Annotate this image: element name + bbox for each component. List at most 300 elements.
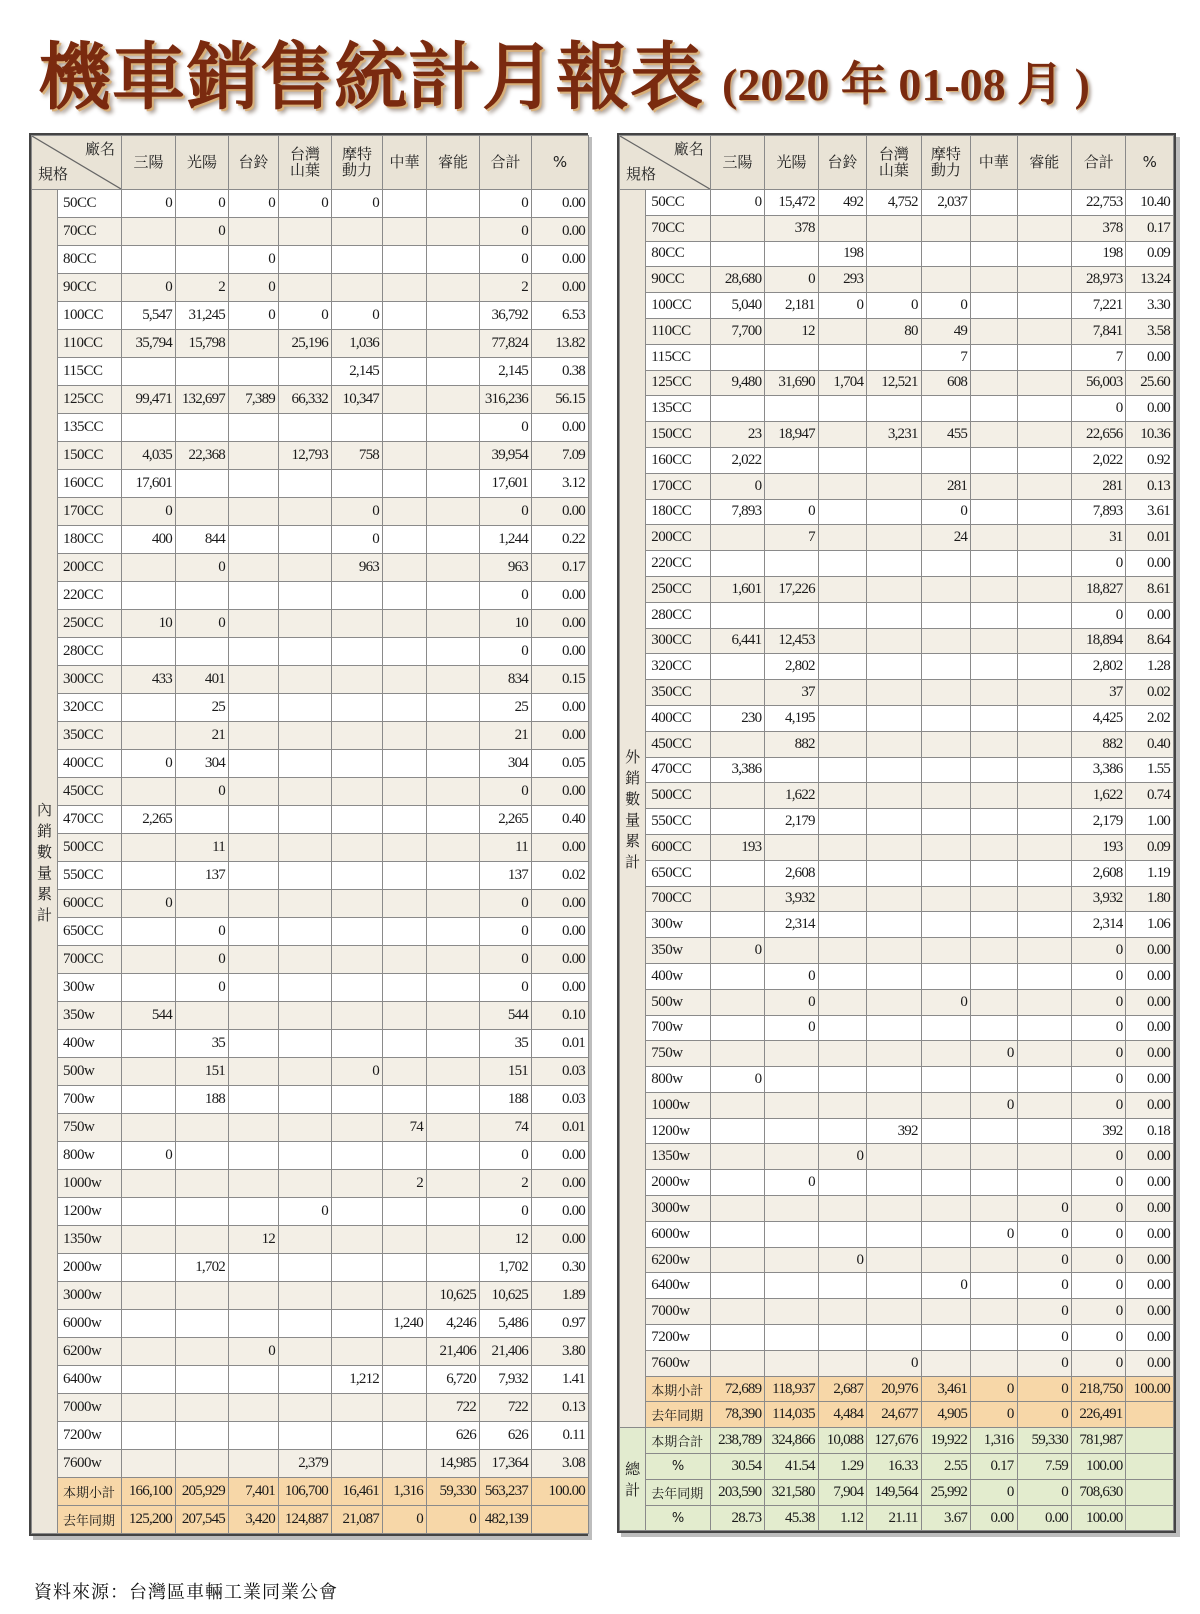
value-cell (867, 1221, 921, 1247)
spec-cell: 70CC (58, 218, 122, 246)
value-cell: 0 (1072, 1041, 1126, 1067)
value-cell: 30.54 (710, 1454, 764, 1480)
value-cell (867, 551, 921, 577)
value-cell: 0 (229, 274, 279, 302)
value-cell: 0 (480, 890, 532, 918)
value-cell (279, 666, 332, 694)
value-cell (383, 862, 427, 890)
value-cell (818, 473, 866, 499)
value-cell (971, 241, 1017, 267)
spec-cell: 6000w (646, 1221, 711, 1247)
value-cell (765, 551, 818, 577)
value-cell (710, 1170, 764, 1196)
value-cell: 12,521 (867, 370, 921, 396)
value-cell: 1.89 (532, 1282, 589, 1310)
value-cell (921, 1170, 970, 1196)
export-section-label-text (620, 746, 645, 872)
spec-cell: 去年同期 (646, 1402, 711, 1428)
value-cell (710, 602, 764, 628)
value-cell: 35,794 (122, 330, 176, 358)
column-header: 三陽 (122, 136, 176, 190)
value-cell (765, 396, 818, 422)
value-cell (818, 628, 866, 654)
value-cell (332, 1450, 383, 1478)
value-cell: 0 (971, 1376, 1017, 1402)
value-cell (229, 834, 279, 862)
value-cell: 0 (818, 293, 866, 319)
value-cell: 56.15 (532, 386, 589, 414)
value-cell: 3.30 (1126, 293, 1174, 319)
table-row (620, 731, 1174, 757)
table-row (620, 293, 1174, 319)
value-cell: 0.40 (532, 806, 589, 834)
value-cell (532, 1506, 589, 1534)
value-cell (122, 638, 176, 666)
spec-cell: 6400w (646, 1273, 711, 1299)
value-cell (971, 680, 1017, 706)
value-cell (229, 1030, 279, 1058)
value-cell: 0.00 (1126, 989, 1174, 1015)
value-cell: 21 (176, 722, 229, 750)
table-row (32, 302, 589, 330)
value-cell (710, 1299, 764, 1325)
spec-cell: 7000w (646, 1299, 711, 1325)
value-cell (176, 638, 229, 666)
section-label-char: 銷 (625, 768, 641, 787)
table-row (32, 1310, 589, 1338)
value-cell: 24 (921, 525, 970, 551)
value-cell: 1,704 (818, 370, 866, 396)
value-cell (1017, 473, 1071, 499)
value-cell (921, 809, 970, 835)
value-cell: 1,036 (332, 330, 383, 358)
value-cell: 0.92 (1126, 447, 1174, 473)
value-cell: 193 (1072, 834, 1126, 860)
grand-total-row (620, 1454, 1174, 1480)
value-cell (427, 946, 480, 974)
value-cell: 0 (122, 498, 176, 526)
value-cell: 321,580 (765, 1479, 818, 1505)
value-cell (332, 862, 383, 890)
value-cell (122, 554, 176, 582)
value-cell (279, 1310, 332, 1338)
value-cell: 132,697 (176, 386, 229, 414)
value-cell (971, 628, 1017, 654)
value-cell: 0.09 (1126, 834, 1174, 860)
value-cell (229, 806, 279, 834)
value-cell: 1,212 (332, 1366, 383, 1394)
value-cell (921, 1196, 970, 1222)
value-cell: 626 (480, 1422, 532, 1450)
value-cell: 0 (1072, 1299, 1126, 1325)
value-cell: 0 (971, 1092, 1017, 1118)
value-cell: 7,401 (229, 1478, 279, 1506)
value-cell: 0.00 (532, 694, 589, 722)
value-cell (383, 386, 427, 414)
value-cell (710, 396, 764, 422)
value-cell (383, 890, 427, 918)
spec-cell: 1350w (58, 1226, 122, 1254)
data-source-note: 資料來源：台灣區車輛工業同業公會 (34, 1582, 338, 1603)
domestic-sales-panel (29, 133, 588, 1536)
value-cell (279, 1366, 332, 1394)
value-cell (427, 1030, 480, 1058)
value-cell (427, 246, 480, 274)
value-cell: 35 (176, 1030, 229, 1058)
value-cell (710, 1247, 764, 1273)
value-cell: 31,690 (765, 370, 818, 396)
value-cell (279, 1058, 332, 1086)
spec-cell: 400CC (646, 705, 711, 731)
table-row (32, 526, 589, 554)
value-cell (818, 1015, 866, 1041)
value-cell (867, 602, 921, 628)
value-cell (818, 422, 866, 448)
value-cell (332, 218, 383, 246)
value-cell (427, 1198, 480, 1226)
value-cell (971, 396, 1017, 422)
value-cell (176, 414, 229, 442)
value-cell: 203,590 (710, 1479, 764, 1505)
value-cell (383, 750, 427, 778)
value-cell (1017, 396, 1071, 422)
value-cell: 6,441 (710, 628, 764, 654)
value-cell: 0 (279, 1198, 332, 1226)
value-cell: 0 (921, 989, 970, 1015)
spec-cell: 220CC (646, 551, 711, 577)
value-cell (279, 414, 332, 442)
value-cell: 0 (1017, 1196, 1071, 1222)
value-cell (383, 666, 427, 694)
table-row (32, 1338, 589, 1366)
value-cell (176, 890, 229, 918)
value-cell (383, 1394, 427, 1422)
value-cell (867, 447, 921, 473)
value-cell: 882 (1072, 731, 1126, 757)
grand-total-row (620, 1428, 1174, 1454)
value-cell (279, 1002, 332, 1030)
value-cell (383, 1254, 427, 1282)
value-cell (229, 442, 279, 470)
value-cell (229, 358, 279, 386)
value-cell: 0 (480, 498, 532, 526)
value-cell: 0 (122, 274, 176, 302)
table-row (32, 834, 589, 862)
spec-cell: 150CC (58, 442, 122, 470)
spec-cell: 170CC (58, 498, 122, 526)
table-row (32, 722, 589, 750)
value-cell: 3,231 (867, 422, 921, 448)
value-cell (818, 1221, 866, 1247)
value-cell (867, 809, 921, 835)
value-cell (710, 731, 764, 757)
corner-label-maker: 廠名 (673, 140, 704, 158)
value-cell (427, 918, 480, 946)
last-year-row (620, 1402, 1174, 1428)
value-cell (176, 358, 229, 386)
value-cell (1017, 241, 1071, 267)
value-cell (1017, 1067, 1071, 1093)
spec-cell: 300w (58, 974, 122, 1002)
value-cell: 10,347 (332, 386, 383, 414)
value-cell: 0.00 (532, 638, 589, 666)
table-row (32, 1422, 589, 1450)
section-label-char: 計 (36, 905, 52, 924)
value-cell: 16.33 (867, 1454, 921, 1480)
value-cell: 0.03 (532, 1086, 589, 1114)
value-cell: 2.02 (1126, 705, 1174, 731)
value-cell (971, 1144, 1017, 1170)
value-cell (229, 890, 279, 918)
value-cell (229, 946, 279, 974)
section-label-char: 計 (625, 852, 641, 871)
value-cell (765, 1118, 818, 1144)
value-cell: 0 (1072, 938, 1126, 964)
spec-cell: 550CC (646, 809, 711, 835)
value-cell (229, 1142, 279, 1170)
value-cell (921, 1325, 970, 1351)
spec-cell: 450CC (646, 731, 711, 757)
value-cell: 1.19 (1126, 860, 1174, 886)
value-cell: 10,625 (427, 1282, 480, 1310)
spec-cell: 350w (646, 938, 711, 964)
value-cell (1017, 318, 1071, 344)
value-cell: 0.00 (532, 190, 589, 218)
value-cell (176, 1394, 229, 1422)
table-row (32, 1254, 589, 1282)
table-row (620, 938, 1174, 964)
value-cell: 0 (710, 938, 764, 964)
value-cell (383, 778, 427, 806)
value-cell: 0.00 (532, 582, 589, 610)
value-cell (971, 783, 1017, 809)
value-cell (383, 1450, 427, 1478)
value-cell: 2 (383, 1170, 427, 1198)
table-row (32, 1030, 589, 1058)
value-cell: 22,368 (176, 442, 229, 470)
value-cell (1017, 1015, 1071, 1041)
value-cell (383, 526, 427, 554)
table-row (32, 890, 589, 918)
value-cell (710, 1273, 764, 1299)
value-cell (427, 190, 480, 218)
value-cell (383, 1282, 427, 1310)
title-main: 機車銷售統計月報表 (38, 34, 704, 120)
value-cell: 5,040 (710, 293, 764, 319)
value-cell (279, 946, 332, 974)
spec-cell: 160CC (58, 470, 122, 498)
value-cell: 0.00 (532, 778, 589, 806)
value-cell (867, 938, 921, 964)
value-cell: 0.00 (532, 1142, 589, 1170)
value-cell (383, 974, 427, 1002)
spec-cell: 400CC (58, 750, 122, 778)
value-cell (122, 1310, 176, 1338)
value-cell: 4,484 (818, 1402, 866, 1428)
value-cell: 2 (176, 274, 229, 302)
value-cell: 149,564 (867, 1479, 921, 1505)
value-cell: 218,750 (1072, 1376, 1126, 1402)
value-cell: 0.00 (1126, 1221, 1174, 1247)
value-cell: 99,471 (122, 386, 176, 414)
table-row (620, 1118, 1174, 1144)
value-cell: 0 (971, 1041, 1017, 1067)
value-cell (921, 912, 970, 938)
value-cell: 0.01 (532, 1030, 589, 1058)
table-row (620, 215, 1174, 241)
value-cell: 281 (1072, 473, 1126, 499)
value-cell (971, 963, 1017, 989)
value-cell (427, 862, 480, 890)
value-cell (921, 602, 970, 628)
column-header: 合計 (480, 136, 532, 190)
value-cell (279, 1114, 332, 1142)
value-cell: 22,656 (1072, 422, 1126, 448)
value-cell (1017, 1041, 1071, 1067)
value-cell (710, 215, 764, 241)
spec-cell: 650CC (646, 860, 711, 886)
value-cell (122, 974, 176, 1002)
table-row (32, 610, 589, 638)
spec-cell: 200CC (646, 525, 711, 551)
value-cell (279, 582, 332, 610)
grand-total-section-label (620, 1428, 646, 1531)
value-cell (710, 241, 764, 267)
table-row (32, 1226, 589, 1254)
value-cell: 0.30 (532, 1254, 589, 1282)
value-cell (332, 638, 383, 666)
value-cell: 0 (1072, 1350, 1126, 1376)
value-cell: 4,425 (1072, 705, 1126, 731)
value-cell (818, 525, 866, 551)
spec-cell: 800w (58, 1142, 122, 1170)
value-cell: 25,992 (921, 1479, 970, 1505)
table-row (620, 267, 1174, 293)
value-cell (710, 1144, 764, 1170)
value-cell (427, 1002, 480, 1030)
value-cell: 3,386 (710, 757, 764, 783)
header-row (620, 136, 1174, 190)
value-cell (765, 938, 818, 964)
value-cell: 1,702 (176, 1254, 229, 1282)
value-cell: 2,687 (818, 1376, 866, 1402)
value-cell (122, 722, 176, 750)
table-row (32, 1114, 589, 1142)
value-cell (921, 396, 970, 422)
value-cell (427, 1086, 480, 1114)
value-cell (122, 946, 176, 974)
value-cell (279, 638, 332, 666)
value-cell: 0.00 (1126, 1067, 1174, 1093)
value-cell: 7 (765, 525, 818, 551)
value-cell (710, 680, 764, 706)
value-cell (332, 946, 383, 974)
value-cell (867, 499, 921, 525)
value-cell (427, 806, 480, 834)
value-cell: 21,087 (332, 1506, 383, 1534)
value-cell (1017, 705, 1071, 731)
value-cell: 0 (1072, 1196, 1126, 1222)
value-cell: 844 (176, 526, 229, 554)
column-header: 中華 (971, 136, 1017, 190)
value-cell (818, 1067, 866, 1093)
value-cell (710, 1325, 764, 1351)
value-cell: 125,200 (122, 1506, 176, 1534)
section-label-char: 數 (36, 842, 52, 861)
value-cell (383, 1142, 427, 1170)
value-cell: 2,022 (1072, 447, 1126, 473)
column-header: 台灣 山葉 (867, 136, 921, 190)
value-cell: 37 (1072, 680, 1126, 706)
value-cell (921, 576, 970, 602)
value-cell: 74 (383, 1114, 427, 1142)
column-header: 光陽 (765, 136, 818, 190)
value-cell: 0.00 (532, 946, 589, 974)
value-cell (332, 750, 383, 778)
value-cell (1017, 860, 1071, 886)
value-cell (867, 396, 921, 422)
value-cell (867, 705, 921, 731)
column-header: 三陽 (710, 136, 764, 190)
spec-cell: 600CC (58, 890, 122, 918)
value-cell (427, 554, 480, 582)
value-cell: 0 (176, 554, 229, 582)
value-cell (176, 1226, 229, 1254)
value-cell (176, 1310, 229, 1338)
value-cell (818, 1196, 866, 1222)
value-cell (971, 370, 1017, 396)
value-cell: 482,139 (480, 1506, 532, 1534)
value-cell (229, 1086, 279, 1114)
value-cell (867, 1067, 921, 1093)
value-cell: 0 (480, 190, 532, 218)
value-cell: 3,932 (1072, 886, 1126, 912)
value-cell: 0 (480, 918, 532, 946)
value-cell: 0 (176, 946, 229, 974)
value-cell (921, 757, 970, 783)
value-cell (765, 1144, 818, 1170)
value-cell (427, 302, 480, 330)
value-cell (427, 442, 480, 470)
value-cell (867, 886, 921, 912)
value-cell: 0 (176, 918, 229, 946)
value-cell (176, 498, 229, 526)
value-cell: 5,547 (122, 302, 176, 330)
value-cell: 0 (765, 267, 818, 293)
value-cell: 0 (867, 293, 921, 319)
domestic-section-label-text (32, 799, 57, 925)
corner-label-spec: 規格 (38, 165, 69, 184)
spec-cell: 1200w (646, 1118, 711, 1144)
value-cell (383, 246, 427, 274)
value-cell: 77,824 (480, 330, 532, 358)
value-cell: 1.00 (1126, 809, 1174, 835)
value-cell (971, 422, 1017, 448)
value-cell: 7,389 (229, 386, 279, 414)
value-cell (279, 778, 332, 806)
value-cell: 2,802 (1072, 654, 1126, 680)
spec-cell: 90CC (58, 274, 122, 302)
value-cell: 0 (332, 526, 383, 554)
value-cell (921, 1247, 970, 1273)
value-cell: 0 (1072, 396, 1126, 422)
spec-cell: 650CC (58, 918, 122, 946)
value-cell (427, 1170, 480, 1198)
table-row (32, 974, 589, 1002)
spec-cell: 6200w (646, 1247, 711, 1273)
value-cell: 0.00 (532, 722, 589, 750)
value-cell: 36,792 (480, 302, 532, 330)
